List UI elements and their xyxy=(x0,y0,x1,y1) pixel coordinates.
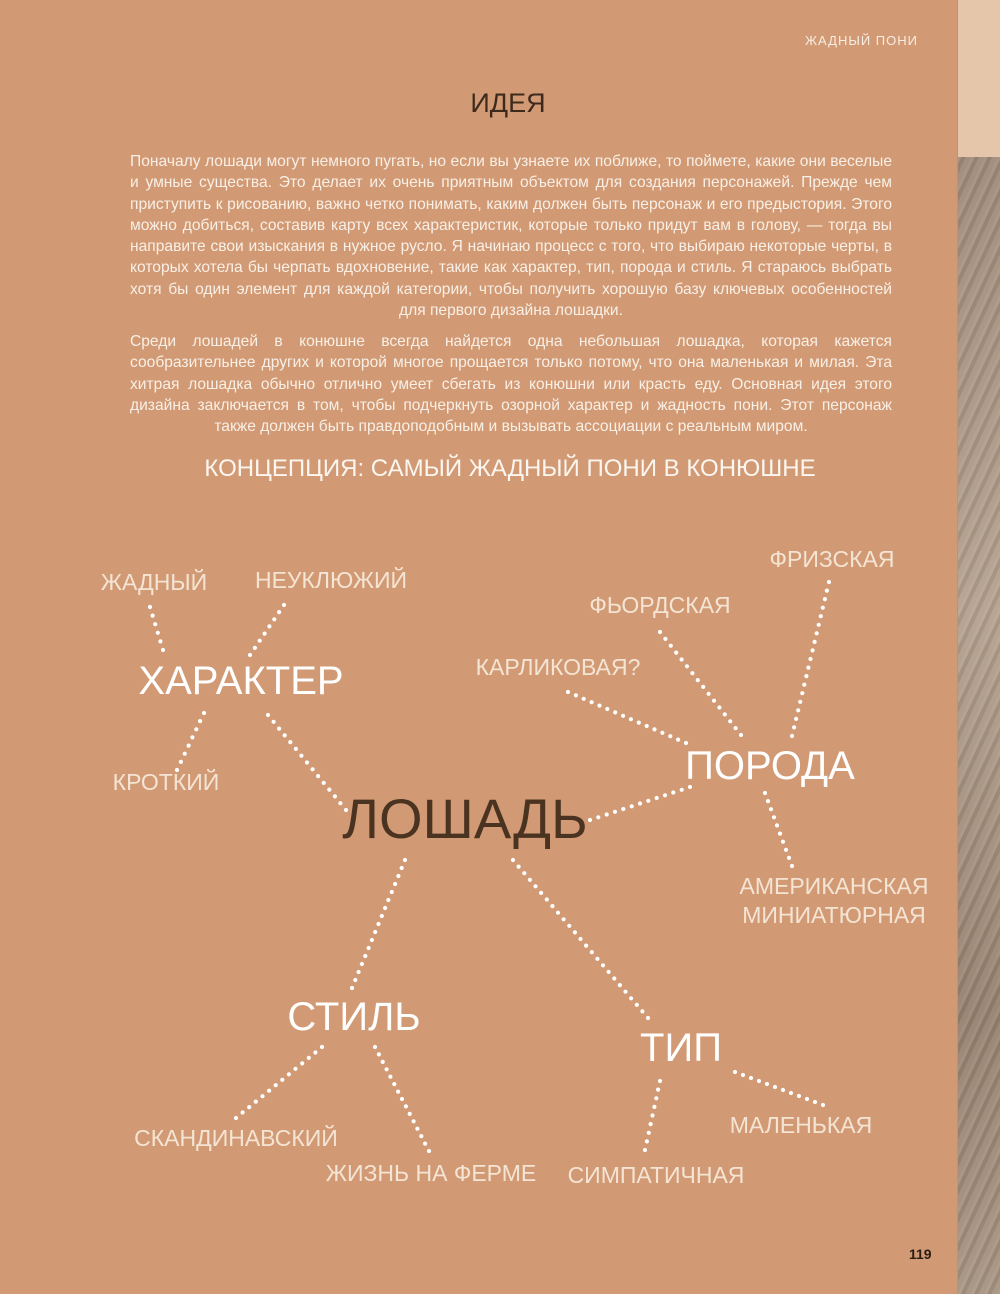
connector-dot xyxy=(287,1072,291,1076)
connector-dot xyxy=(258,639,262,643)
dotted-connector-character-greedy xyxy=(148,605,165,652)
connector-dot xyxy=(817,623,821,627)
dotted-connector-breed-friesian xyxy=(790,580,831,738)
dotted-connector-type-cute xyxy=(643,1079,662,1152)
connector-dot xyxy=(370,938,374,942)
connector-dot xyxy=(802,683,806,687)
connector-dot xyxy=(645,724,649,728)
type-cute: СИМПАТИЧНАЯ xyxy=(567,1162,745,1188)
category-style: СТИЛЬ xyxy=(287,995,421,1039)
connector-dot xyxy=(316,774,320,778)
connector-dot xyxy=(765,1082,769,1086)
connector-dot xyxy=(533,884,537,888)
connector-dot xyxy=(327,788,331,792)
trait-greedy: ЖАДНЫЙ xyxy=(100,569,208,595)
connector-dot xyxy=(376,922,380,926)
connector-dot xyxy=(202,711,206,715)
connector-dot xyxy=(656,1088,660,1092)
connector-dot xyxy=(161,648,165,652)
connector-dot xyxy=(320,1045,324,1049)
connector-dot xyxy=(423,1142,427,1146)
connector-dot xyxy=(415,1127,419,1131)
paragraph-1: Поначалу лошади могут немного пугать, но если вы узнаете их поближе, то поймете, какие они веселые и умные существа. Это делает их очень приятным объектом для создания персонажей. Прежде чем приступить к рисованию, важно четко понимать, каким должен быть персонаж и его предыстория. Этого можно добиться, составив карту всех характеристик, которые только придут вам в голову, — тогда вы направите свои изыскания в нужное русло. Я начинаю процесс с того, что выбираю некоторые черты, в которых хотела бы черпать вдохновение, такие как характер, тип, порода и стиль. Я стараюсь выбрать хотя бы один элемент для каждой категории, чтобы получить хорошую базу ключевых особенностей для первого дизайна лошадки. xyxy=(130,153,892,320)
connector-dot xyxy=(825,589,829,593)
connector-dot xyxy=(797,1094,801,1098)
connector-dot xyxy=(652,727,656,731)
connector-dot xyxy=(629,996,633,1000)
connector-dot xyxy=(148,605,152,609)
connector-dot xyxy=(277,610,281,614)
connector-dot xyxy=(808,657,812,661)
connector-dot xyxy=(823,597,827,601)
connector-dot xyxy=(635,1003,639,1007)
category-breed: ПОРОДА xyxy=(685,744,855,788)
connector-dot xyxy=(676,738,680,742)
connector-dot xyxy=(813,1100,817,1104)
connector-dot xyxy=(562,917,566,921)
connector-dot xyxy=(282,603,286,607)
connector-dot xyxy=(539,891,543,895)
connector-dot xyxy=(427,1149,431,1153)
dotted-connector-center-breed xyxy=(588,785,692,822)
connector-dot xyxy=(383,906,387,910)
side-photo-strip xyxy=(958,0,1000,1294)
connector-dot xyxy=(805,1097,809,1101)
connector-dot xyxy=(400,1097,404,1101)
connector-dot xyxy=(294,747,298,751)
connector-dot xyxy=(353,978,357,982)
connector-dot xyxy=(646,799,650,803)
connector-dot xyxy=(798,700,802,704)
connector-dot xyxy=(794,717,798,721)
connector-dot xyxy=(757,1079,761,1083)
connector-dot xyxy=(360,962,364,966)
connector-dot xyxy=(707,692,711,696)
type-small: МАЛЕНЬКАЯ xyxy=(729,1112,873,1138)
connector-dot xyxy=(784,848,788,852)
connector-dot xyxy=(584,944,588,948)
connector-dot xyxy=(267,624,271,628)
connector-dot xyxy=(277,727,281,731)
connector-dot xyxy=(198,719,202,723)
connector-dot xyxy=(280,1078,284,1082)
paragraph-2: Среди лошадей в конюшне всегда найдется одна небольшая лошадка, которая кажется сообразительнее других и которой многое прощается только потому, что она маленькая и милая. Эта хитрая лошадка обычно отлично умеет сбегать из конюшни или красть еду. Основная идея этого дизайна заключается в том, чтобы подчеркнуть озорной характер и жадность пони. Этот персонаж также должен быть правдоподобным и вызывать ассоциации с реальным миром. xyxy=(130,333,892,436)
connector-dot xyxy=(190,735,194,739)
connector-dot xyxy=(522,871,526,875)
connector-dot xyxy=(566,690,570,694)
connector-dot xyxy=(582,697,586,701)
connector-dot xyxy=(821,1103,825,1107)
connector-dot xyxy=(392,1082,396,1086)
center-word: ЛОШАДЬ xyxy=(342,787,588,850)
connector-dot xyxy=(367,946,371,950)
category-character: ХАРАКТЕР xyxy=(138,659,344,703)
connector-dot xyxy=(288,740,292,744)
connector-dot xyxy=(388,1075,392,1079)
connector-dot xyxy=(712,699,716,703)
connector-dot xyxy=(646,1016,650,1020)
connector-dot xyxy=(183,752,187,756)
connector-dot xyxy=(305,760,309,764)
connector-dot xyxy=(638,801,642,805)
dotted-connector-breed-dwarf xyxy=(566,690,688,745)
connector-dot xyxy=(254,1100,258,1104)
connector-dot xyxy=(637,721,641,725)
connector-dot xyxy=(272,720,276,724)
connector-dot xyxy=(517,865,521,869)
running-head: ЖАДНЫЙ ПОНИ xyxy=(805,33,918,48)
dotted-connector-center-character xyxy=(266,713,348,812)
connector-dot xyxy=(393,882,397,886)
connector-dot xyxy=(260,1094,264,1098)
connector-dot xyxy=(528,878,532,882)
connector-dot xyxy=(671,790,675,794)
connector-dot xyxy=(680,657,684,661)
connector-dot xyxy=(739,733,743,737)
connector-dot xyxy=(590,950,594,954)
connector-dot xyxy=(373,1045,377,1049)
connector-dot xyxy=(590,700,594,704)
connector-dot xyxy=(550,904,554,908)
dotted-connector-type-small xyxy=(733,1070,825,1107)
connector-dot xyxy=(685,664,689,668)
connector-dot xyxy=(733,1070,737,1074)
connector-dot xyxy=(313,1050,317,1054)
breed-american: АМЕРИКАНСКАЯ xyxy=(739,873,929,899)
connector-dot xyxy=(605,812,609,816)
connector-dot xyxy=(511,858,515,862)
connector-dot xyxy=(654,1096,658,1100)
connector-dot xyxy=(663,793,667,797)
connector-dot xyxy=(623,990,627,994)
connector-dot xyxy=(578,937,582,941)
connector-dot xyxy=(247,1105,251,1109)
connector-dot xyxy=(299,754,303,758)
connector-dot xyxy=(396,1090,400,1094)
connector-dot xyxy=(640,1009,644,1013)
connector-dot xyxy=(821,606,825,610)
connector-dot xyxy=(333,794,337,798)
connector-dot xyxy=(827,580,831,584)
connector-dot xyxy=(567,924,571,928)
dotted-connector-style-scandi xyxy=(234,1045,324,1120)
connector-dot xyxy=(819,614,823,618)
connector-dot xyxy=(800,691,804,695)
connector-dot xyxy=(350,986,354,990)
connector-dot xyxy=(253,646,257,650)
connector-dot xyxy=(655,796,659,800)
breed-dwarf: КАРЛИКОВАЯ? xyxy=(475,654,641,680)
connector-dot xyxy=(792,725,796,729)
connector-dot xyxy=(787,856,791,860)
connector-dot xyxy=(813,640,817,644)
connector-dot xyxy=(400,866,404,870)
connector-dot xyxy=(674,651,678,655)
connector-dot xyxy=(781,1088,785,1092)
connector-dot xyxy=(806,666,810,670)
connector-dot xyxy=(412,1119,416,1123)
connector-dot xyxy=(588,818,592,822)
connector-dot xyxy=(643,1148,647,1152)
connector-dot xyxy=(613,810,617,814)
connector-dot xyxy=(380,914,384,918)
connector-dot xyxy=(596,815,600,819)
breed-miniature: МИНИАТЮРНАЯ xyxy=(742,902,926,928)
connector-dot xyxy=(629,717,633,721)
dotted-connector-breed-fjord xyxy=(658,630,743,737)
page-number: 119 xyxy=(909,1246,932,1262)
style-scandinavian: СКАНДИНАВСКИЙ xyxy=(134,1125,338,1151)
category-type: ТИП xyxy=(640,1026,722,1070)
concept-heading: КОНЦЕПЦИЯ: САМЫЙ ЖАДНЫЙ ПОНИ В КОНЮШНЕ xyxy=(204,455,816,482)
connector-dot xyxy=(773,1085,777,1089)
connector-dot xyxy=(660,731,664,735)
style-farm-life: ЖИЗНЬ НА ФЕРМЕ xyxy=(325,1160,537,1186)
connector-dot xyxy=(605,707,609,711)
connector-dot xyxy=(652,1105,656,1109)
connector-dot xyxy=(645,1139,649,1143)
connector-dot xyxy=(396,874,400,878)
connector-dot xyxy=(630,804,634,808)
connector-dot xyxy=(408,1112,412,1116)
connector-dot xyxy=(607,970,611,974)
connector-dot xyxy=(234,1116,238,1120)
connector-dot xyxy=(158,639,162,643)
breed-friesian: ФРИЗСКАЯ xyxy=(769,546,895,572)
side-strip-top xyxy=(958,0,1000,157)
connector-dot xyxy=(650,1113,654,1117)
connector-dot xyxy=(574,693,578,697)
connector-dot xyxy=(385,1067,389,1071)
connector-dot xyxy=(766,799,770,803)
connector-dot xyxy=(728,719,732,723)
dotted-connector-character-meek xyxy=(175,711,206,772)
connector-dot xyxy=(573,930,577,934)
connector-dot xyxy=(363,954,367,958)
connector-dot xyxy=(419,1134,423,1138)
connector-dot xyxy=(403,858,407,862)
connector-dot xyxy=(601,963,605,967)
connector-dot xyxy=(311,767,315,771)
connector-dot xyxy=(796,708,800,712)
connector-dot xyxy=(381,1060,385,1064)
trait-clumsy: НЕУКЛЮЖИЙ xyxy=(254,567,408,593)
connector-dot xyxy=(778,832,782,836)
connector-dot xyxy=(804,674,808,678)
connector-dot xyxy=(775,823,779,827)
connector-dot xyxy=(545,897,549,901)
connector-dot xyxy=(357,970,361,974)
connector-dot xyxy=(790,734,794,738)
connector-dot xyxy=(377,1052,381,1056)
connector-dot xyxy=(621,807,625,811)
connector-dot xyxy=(658,1079,662,1083)
connector-dot xyxy=(156,631,160,635)
connector-dot xyxy=(283,733,287,737)
section-title: ИДЕЯ xyxy=(470,88,546,118)
connector-dot xyxy=(300,1061,304,1065)
connector-dot xyxy=(187,744,191,748)
connector-dot xyxy=(612,976,616,980)
trait-meek: КРОТКИЙ xyxy=(112,769,220,795)
connector-dot xyxy=(680,788,684,792)
connector-dot xyxy=(618,983,622,987)
dotted-connector-center-style xyxy=(350,858,407,990)
connector-dot xyxy=(769,807,773,811)
connector-dot xyxy=(668,734,672,738)
connector-dot xyxy=(772,815,776,819)
connector-dot xyxy=(248,653,252,657)
connector-dot xyxy=(749,1076,753,1080)
connector-dot xyxy=(266,713,270,717)
connector-dot xyxy=(597,704,601,708)
connector-dot xyxy=(723,712,727,716)
connector-dot xyxy=(669,644,673,648)
connector-dot xyxy=(647,1131,651,1135)
connector-dot xyxy=(717,705,721,709)
connector-dot xyxy=(781,840,785,844)
dotted-connector-breed-american xyxy=(763,791,794,868)
dotted-connector-style-farm xyxy=(373,1045,431,1153)
connector-dot xyxy=(811,648,815,652)
dotted-connector-center-type xyxy=(511,858,650,1020)
connector-dot xyxy=(763,791,767,795)
connector-dot xyxy=(789,1091,793,1095)
connector-dot xyxy=(272,617,276,621)
connector-dot xyxy=(267,1089,271,1093)
connector-dot xyxy=(151,614,155,618)
connector-dot xyxy=(153,622,157,626)
connector-dot xyxy=(734,726,738,730)
connector-dot xyxy=(696,678,700,682)
connector-dot xyxy=(274,1083,278,1087)
connector-dot xyxy=(621,714,625,718)
connector-dot xyxy=(556,911,560,915)
connector-dot xyxy=(390,890,394,894)
connector-dot xyxy=(373,930,377,934)
connector-dot xyxy=(613,710,617,714)
connector-dot xyxy=(790,864,794,868)
connector-dot xyxy=(690,671,694,675)
connector-dot xyxy=(663,637,667,641)
connector-dot xyxy=(701,685,705,689)
breed-fjord: ФЬОРДСКАЯ xyxy=(589,592,731,618)
connector-dot xyxy=(649,1122,653,1126)
connector-dot xyxy=(263,632,267,636)
connector-dot xyxy=(241,1110,245,1114)
connector-dot xyxy=(179,760,183,764)
connector-dot xyxy=(307,1056,311,1060)
connector-dot xyxy=(595,957,599,961)
connector-dot xyxy=(322,781,326,785)
connector-dot xyxy=(741,1073,745,1077)
connector-dot xyxy=(293,1067,297,1071)
side-strip-fur-texture xyxy=(958,157,1000,1294)
dotted-connector-character-clumsy xyxy=(248,603,286,657)
connector-dot xyxy=(194,727,198,731)
connector-dot xyxy=(386,898,390,902)
connector-dot xyxy=(815,631,819,635)
connector-dot xyxy=(404,1104,408,1108)
connector-dot xyxy=(658,630,662,634)
